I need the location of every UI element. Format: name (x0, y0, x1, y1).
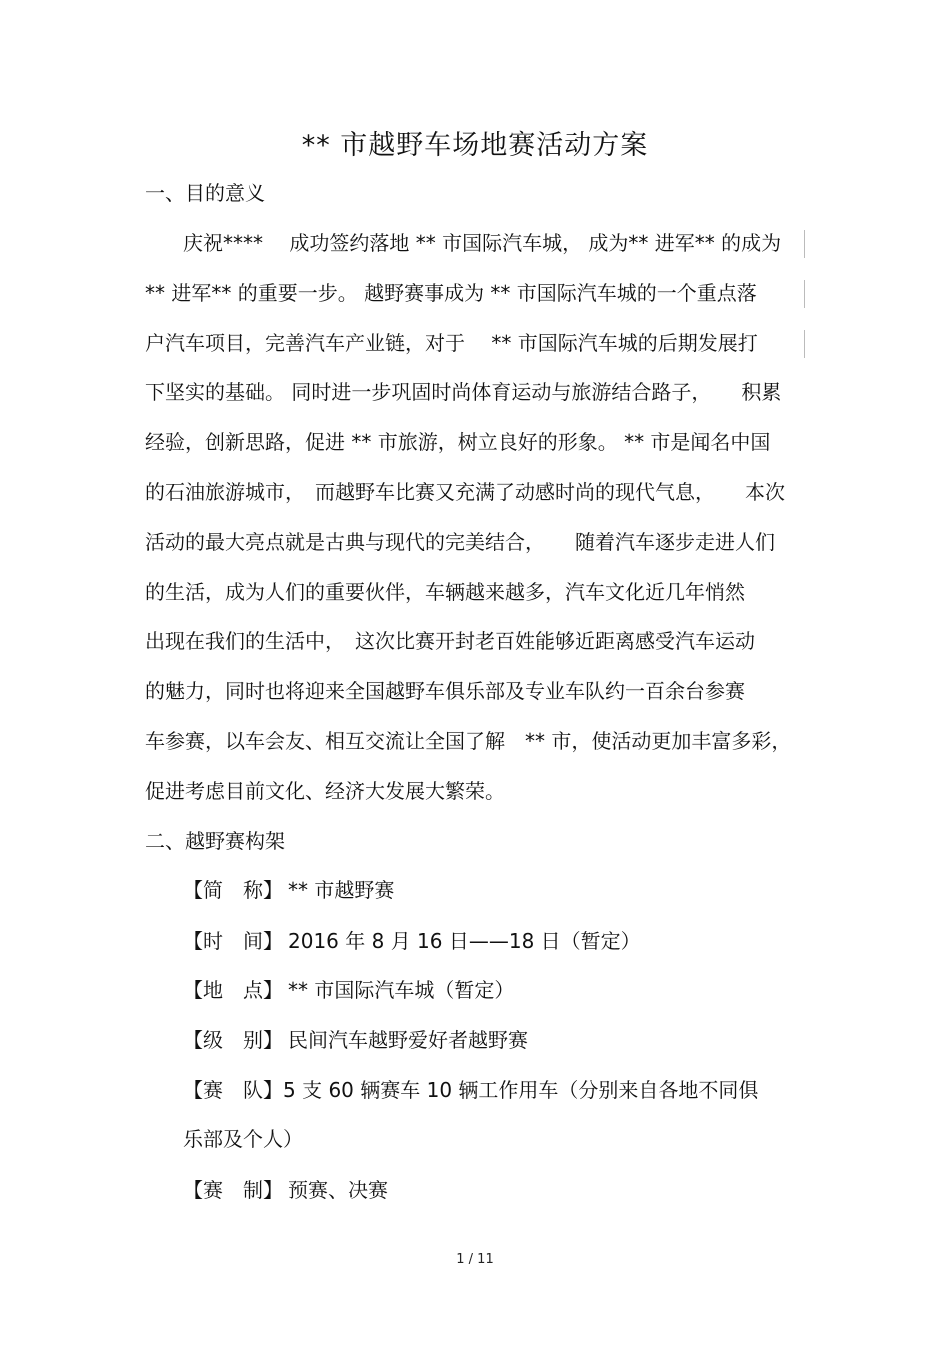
field-label: 【时 间】 (183, 929, 283, 953)
paragraph-line: 车参赛，以车会友、相互交流让全国了解 ** 市，使活动更加丰富多彩， (145, 729, 792, 753)
paragraph-line: 促进考虑目前文化、经济大发展大繁荣。 (145, 779, 505, 803)
field-row-format (183, 1175, 388, 1205)
field-row-level (183, 1025, 528, 1055)
section-heading-purpose: 一、目的意义 (145, 181, 265, 205)
paragraph-line: 出现在我们的生活中， 这次比赛开封老百姓能够近距离感受汽车运动 (145, 629, 755, 653)
field-value: 5 支 60 辆赛车 10 辆工作用车（分别来自各地不同俱 (283, 1078, 759, 1102)
margin-mark (804, 230, 805, 258)
paragraph-line: 庆祝**** 成功签约落地 ** 市国际汽车城， 成为** 进军** 的成为 (183, 231, 782, 255)
paragraph-line: 户汽车项目，完善汽车产业链，对于 ** 市国际汽车城的后期发展打 (145, 331, 758, 355)
field-label: 【简 称】 (183, 878, 283, 902)
field-label: 【地 点】 (183, 978, 283, 1002)
paragraph-line: 的魅力，同时也将迎来全国越野车俱乐部及专业车队约一百余台参赛 (145, 679, 745, 703)
field-row-location (183, 975, 514, 1005)
section-heading-structure: 二、越野赛构架 (145, 829, 285, 853)
field-label: 【赛 队】 (183, 1078, 283, 1102)
field-value: 乐部及个人） (183, 1127, 303, 1151)
field-row-time (183, 926, 641, 956)
field-value: ** 市国际汽车城（暂定） (288, 978, 515, 1002)
field-row-teams-continued (183, 1124, 303, 1154)
field-label: 【级 别】 (183, 1028, 283, 1052)
field-value: 预赛、决赛 (288, 1178, 388, 1202)
field-value: 2016 年 8 月 16 日——18 日（暂定） (288, 929, 641, 953)
field-value: 民间汽车越野爱好者越野赛 (288, 1028, 528, 1052)
paragraph-line: 的石油旅游城市， 而越野车比赛又充满了动感时尚的现代气息， 本次 (145, 480, 785, 504)
document-title: ** 市越野车场地赛活动方案 (301, 130, 649, 161)
field-label: 【赛 制】 (183, 1178, 283, 1202)
field-value: ** 市越野赛 (288, 878, 395, 902)
margin-mark (804, 280, 805, 308)
paragraph-line: 经验，创新思路，促进 ** 市旅游，树立良好的形象。 ** 市是闻名中国 (145, 430, 771, 454)
margin-mark (804, 330, 805, 358)
paragraph-line: 活动的最大亮点就是古典与现代的完美结合， 随着汽车逐步走进人们 (145, 530, 775, 554)
page-number: 1 / 11 (456, 1252, 494, 1267)
field-row-name (183, 875, 394, 905)
paragraph-line: 的生活，成为人们的重要伙伴，车辆越来越多，汽车文化近几年悄然 (145, 580, 745, 604)
paragraph-line: 下坚实的基础。 同时进一步巩固时尚体育运动与旅游结合路子， 积累 (145, 380, 782, 404)
paragraph-line: ** 进军** 的重要一步。 越野赛事成为 ** 市国际汽车城的一个重点落 (145, 281, 757, 305)
field-row-teams (183, 1075, 758, 1105)
